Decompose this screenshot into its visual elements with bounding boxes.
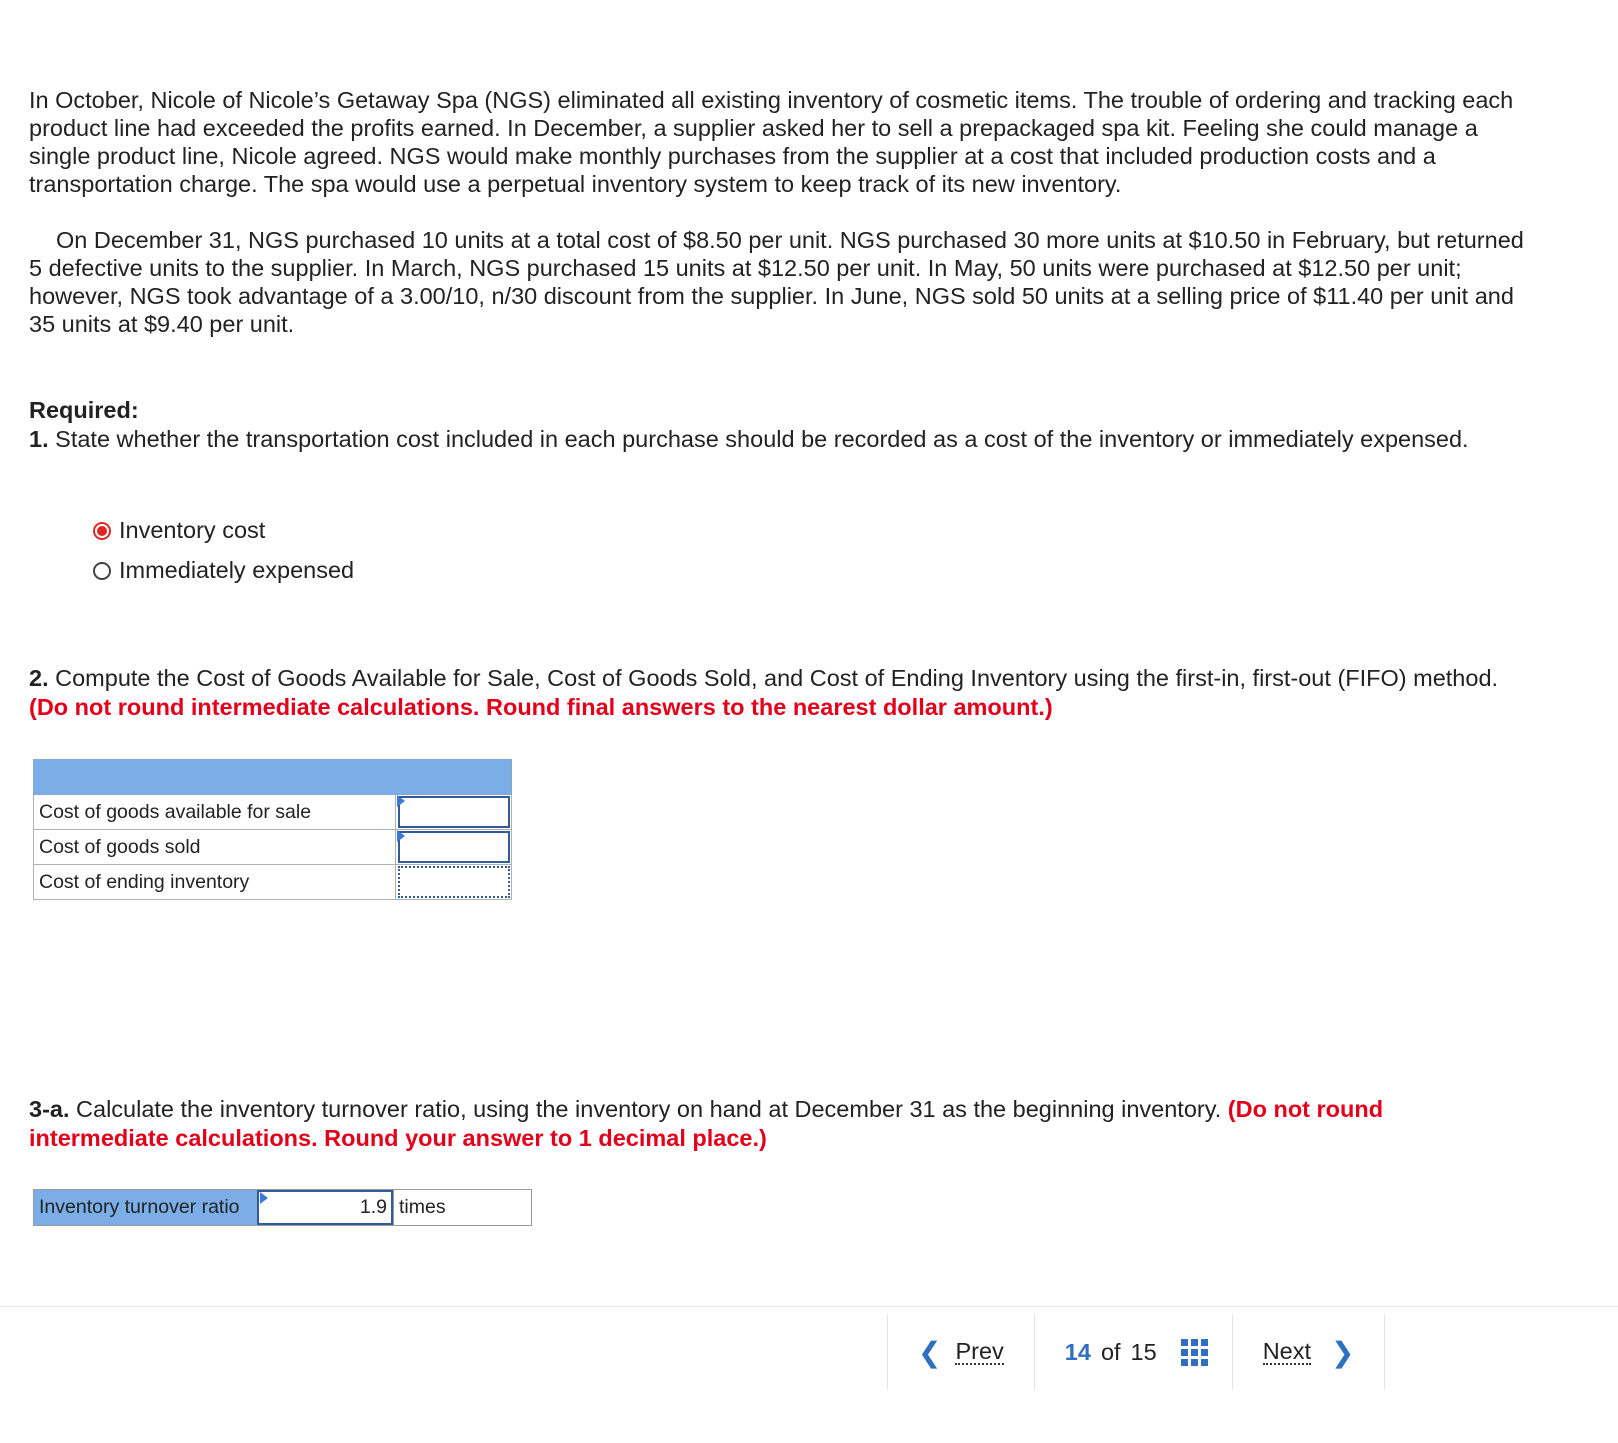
- chevron-left-icon: ❮: [918, 1336, 942, 1368]
- question-3a-number: 3-a.: [29, 1096, 70, 1122]
- grid-icon[interactable]: [1181, 1339, 1208, 1366]
- prev-label: Prev: [955, 1338, 1004, 1364]
- table-row: [34, 795, 512, 830]
- question-3a-note: (Do not round intermediate calculations. Round your answer to 1 decimal place.): [29, 1096, 1384, 1151]
- radio-unselected-icon[interactable]: [93, 562, 111, 580]
- page-of-label: of: [1100, 1338, 1121, 1365]
- cost-goods-sold-input[interactable]: [396, 830, 512, 865]
- turnover-ratio-input[interactable]: [257, 1190, 393, 1225]
- row-label: Cost of goods sold: [34, 830, 396, 865]
- option-inventory-cost[interactable]: [93, 517, 265, 544]
- table-row: [34, 865, 512, 900]
- question-2-number: 2.: [29, 665, 49, 691]
- turnover-ratio-unit: times: [393, 1190, 531, 1225]
- input-flag-icon: [397, 830, 405, 842]
- input-flag-icon: [260, 1192, 268, 1204]
- next-button[interactable]: [1233, 1336, 1385, 1369]
- required-title: Required:: [29, 397, 139, 423]
- input-box[interactable]: [398, 831, 510, 863]
- nav-separator: [1384, 1314, 1385, 1390]
- table-header: [34, 760, 512, 795]
- table-header-row: [34, 760, 512, 795]
- row-label: Cost of goods available for sale: [34, 795, 396, 830]
- question-navigation: [887, 1307, 1385, 1397]
- input-box[interactable]: [398, 796, 510, 828]
- option-label: Inventory cost: [119, 517, 266, 543]
- total-pages: 15: [1130, 1338, 1157, 1365]
- turnover-ratio-label: Inventory turnover ratio: [34, 1190, 257, 1225]
- radio-selected-icon[interactable]: [93, 522, 111, 540]
- question-1-number: 1.: [29, 426, 49, 452]
- chevron-right-icon: ❯: [1331, 1336, 1355, 1368]
- question-2-text: Compute the Cost of Goods Available for Sale, Cost of Goods Sold, and Cost of Ending Inventory using the first-in, first-out (FIFO) method.: [55, 665, 1499, 691]
- question-2: [29, 664, 1529, 722]
- input-flag-icon: [397, 795, 405, 807]
- question-3a: [29, 1095, 1529, 1153]
- input-box[interactable]: [398, 866, 510, 898]
- problem-paragraph-2: On December 31, NGS purchased 10 units at a total cost of $8.50 per unit. NGS purchased 30 more units at $10.50 in February, but returned 5 defective units to the supplier. In March, NGS purchased 15 units at $12.50 per unit. In May, 50 units were purchased at $12.50 per unit; however, NGS took advantage of a 3.00/10, n/30 discount from the supplier. In June, NGS sold 50 units at a selling price of $11.40 per unit and 35 units at $9.40 per unit.: [29, 227, 1524, 337]
- cost-ending-inventory-input[interactable]: [396, 865, 512, 900]
- cost-goods-available-input[interactable]: [396, 795, 512, 830]
- question-2-note: (Do not round intermediate calculations. Round final answers to the nearest dollar amount.): [29, 694, 1053, 720]
- option-immediately-expensed[interactable]: [93, 557, 354, 584]
- problem-paragraph-1: In October, Nicole of Nicole’s Getaway Spa (NGS) eliminated all existing inventory of cosmetic items. The trouble of ordering and tracking each product line had exceeded the profits earned. In December, a supplier asked her to sell a prepackaged spa kit. Feeling she could manage a single product line, Nicole agreed. NGS would make monthly purchases from the supplier at a cost that included production costs and a transportation charge. The spa would use a perpetual inventory system to keep track of its new inventory.: [29, 87, 1514, 197]
- turnover-ratio-value[interactable]: 1.9: [359, 1196, 387, 1218]
- turnover-ratio-row: [33, 1189, 532, 1226]
- page-indicator[interactable]: [1035, 1339, 1232, 1366]
- question-3a-text: Calculate the inventory turnover ratio, using the inventory on hand at December 31 as the beginning inventory.: [76, 1096, 1222, 1122]
- prev-button[interactable]: [888, 1336, 1034, 1369]
- row-label: Cost of ending inventory: [34, 865, 396, 900]
- current-page: 14: [1064, 1338, 1091, 1365]
- question-1: [29, 425, 1529, 454]
- fifo-table: [33, 759, 512, 900]
- next-label: Next: [1262, 1338, 1312, 1364]
- question-1-text: State whether the transportation cost included in each purchase should be recorded as a cost of the inventory or immediately expensed.: [55, 426, 1469, 452]
- table-row: [34, 830, 512, 865]
- option-label: Immediately expensed: [119, 557, 355, 583]
